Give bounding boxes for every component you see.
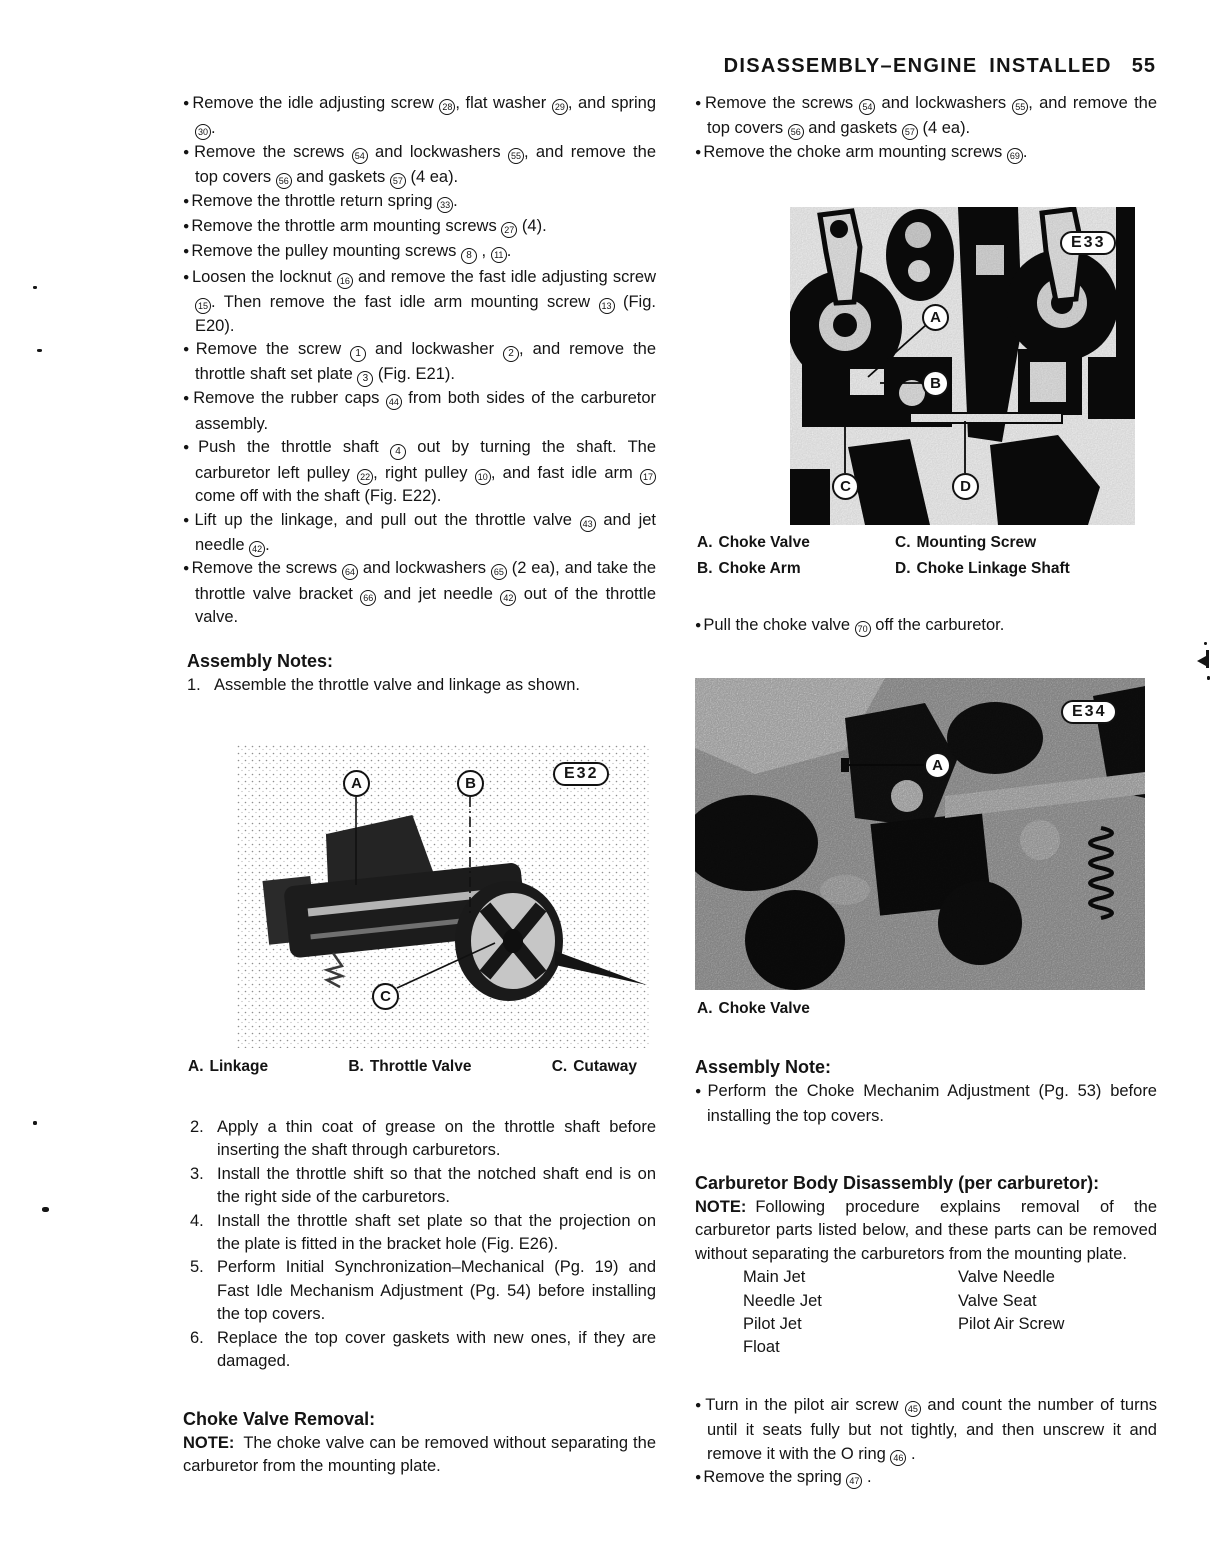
scan-artifact [33, 1121, 37, 1125]
part-number: 1 [350, 346, 366, 362]
part-number: 2 [503, 346, 519, 362]
choke-valve-removal-heading: Choke Valve Removal: [183, 1409, 376, 1429]
caption-c-cutaway: C. Cutaway [551, 1058, 637, 1075]
callout-d: D [952, 473, 979, 500]
page-header [600, 55, 1156, 78]
bullet-item: ● Remove the pulley mounting screws 8 , 11 . [183, 240, 656, 265]
caption-a-choke-valve: A. Choke Valve [697, 534, 810, 551]
part-number: 65 [491, 564, 507, 580]
part-list-item: Pilot Jet [743, 1315, 802, 1334]
part-number: 69 [1007, 148, 1023, 164]
bullet-item: ● Remove the choke arm mounting screws 69 . [695, 141, 1157, 166]
figure-e34-caption: A. Choke Valve [697, 1000, 810, 1017]
numbered-step: 1. Assemble the throttle valve and linkage as shown. [187, 674, 656, 697]
part-number: 27 [501, 222, 517, 238]
caption-b-throttle-valve: B. Throttle Valve [348, 1058, 472, 1075]
callout-a: A [922, 304, 949, 331]
figure-e34 [695, 678, 1145, 990]
part-number: 56 [788, 124, 804, 140]
bullet-item: ● Remove the spring 47 . [695, 1466, 1157, 1491]
part-list-item: Valve Needle [958, 1268, 1055, 1287]
assembly-notes-section [187, 648, 656, 697]
figure-e32-art [237, 745, 650, 1048]
note-label: NOTE: [183, 1434, 235, 1452]
figure-e32-captions [188, 1054, 637, 1080]
part-number: 57 [390, 173, 406, 189]
assembly-note-heading: Assembly Note: [695, 1057, 832, 1077]
caption-b-choke-arm: B. Choke Arm [697, 560, 801, 577]
part-number: 4 [390, 444, 406, 460]
part-list-item: Pilot Air Screw [958, 1315, 1065, 1334]
part-number: 42 [249, 541, 265, 557]
choke-valve-removal-note: NOTE: The choke valve can be removed without separating the carburetor from the mounting plate. [183, 1434, 656, 1476]
part-number: 54 [859, 99, 875, 115]
bullet-item: ● Lift up the linkage, and pull out the throttle valve 43 and jet needle 42 . [183, 509, 656, 558]
callout-b: B [457, 770, 484, 797]
part-number: 16 [337, 273, 353, 289]
part-number: 3 [357, 371, 373, 387]
page-number: 55 [1131, 55, 1156, 77]
part-number: 57 [902, 124, 918, 140]
part-number: 64 [342, 564, 358, 580]
step-number: 4. [190, 1211, 204, 1230]
numbered-step: 4. Install the throttle shaft set plate so that the projection on the plate is fitted in the bracket hole (Fig. E26). [190, 1211, 656, 1254]
scan-artifact [37, 349, 42, 352]
parts-column-left [743, 1266, 958, 1360]
assembly-notes-heading: Assembly Notes: [187, 651, 334, 671]
scan-artifact [1204, 642, 1207, 645]
callout-a: A [343, 770, 370, 797]
pull-choke-valve-bullet [695, 614, 1157, 639]
part-list-item: Valve Seat [958, 1291, 1037, 1310]
part-number: 13 [599, 298, 615, 314]
carburetor-parts-list [743, 1266, 1157, 1360]
bullet-item: ● Remove the screw 1 and lockwasher 2 , and remove the throttle shaft set plate 3 (Fig. E21). [183, 338, 656, 387]
part-number: 43 [580, 516, 596, 532]
numbered-step: 2. Apply a thin coat of grease on the throttle shaft before inserting the shaft through carburetors. [190, 1118, 656, 1160]
numbered-step: 5. Perform Initial Synchronization–Mechanical (Pg. 19) and Fast Idle Mechanism Adjustment (Pg. 54) before installing the top covers. [190, 1258, 656, 1324]
part-number: 8 [461, 248, 477, 264]
part-number: 33 [437, 197, 453, 213]
step-number: 3. [190, 1164, 204, 1183]
bullet-item: ● Remove the throttle arm mounting screws 27 (4). [183, 215, 656, 240]
callout-c: C [372, 983, 399, 1010]
bullet-item: ● Remove the rubber caps 44 from both sides of the carburetor assembly. [183, 387, 656, 436]
part-number: 11 [491, 247, 507, 263]
right-column-bullet-list-top [695, 92, 1157, 166]
part-list-item: Main Jet [743, 1268, 806, 1287]
part-number: 55 [508, 148, 524, 164]
part-number: 54 [352, 148, 368, 164]
assembly-steps-2-6 [190, 1116, 656, 1373]
part-number: 17 [640, 469, 656, 485]
numbered-step: 6. Replace the top cover gaskets with new ones, if they are damaged. [190, 1328, 656, 1371]
scan-artifact [33, 286, 37, 289]
step-number: 2. [190, 1118, 204, 1136]
assembly-note-bullets [695, 1080, 1157, 1129]
part-number: 66 [360, 590, 376, 606]
note-label: NOTE: [695, 1198, 747, 1216]
carburetor-body-note: NOTE: Following procedure explains removal of the carburetor parts listed below, and these parts can be removed without separating the carburetors from the mounting plate. [695, 1198, 1157, 1263]
part-number: 70 [855, 621, 871, 637]
part-number: 44 [386, 394, 402, 410]
bullet-item: ● Push the throttle shaft 4 out by turning the shaft. The carburetor left pulley 22 , right pulley 10 , and fast idle arm 17 come off with the shaft (Fig. E22). [183, 436, 656, 508]
part-number: 10 [475, 469, 491, 485]
bullet-item: ● Perform the Choke Mechanim Adjustment (Pg. 53) before installing the top covers. [695, 1080, 1157, 1129]
part-number: 22 [357, 469, 373, 485]
figure-e34-art [695, 678, 1145, 990]
figure-e33 [790, 207, 1135, 525]
right-column-bullet-list-bottom [695, 1394, 1157, 1492]
choke-valve-removal-section [183, 1406, 656, 1479]
part-number: 28 [439, 99, 455, 115]
figure-e34-badge: E34 [1061, 700, 1117, 724]
part-number: 30 [195, 124, 211, 140]
figure-e32 [237, 745, 650, 1048]
figure-e33-captions [697, 530, 1142, 582]
callout-a: A [924, 752, 951, 779]
part-list-item: Needle Jet [743, 1291, 822, 1310]
callout-b: B [922, 370, 949, 397]
step-number: 6. [190, 1328, 204, 1347]
bullet-item: ● Loosen the locknut 16 and remove the fast idle adjusting screw 15 . Then remove the fast idle arm mounting screw 13 (Fig. E20). [183, 266, 656, 338]
bullet-item: ● Pull the choke valve 70 off the carburetor. [695, 614, 1157, 639]
carburetor-body-disassembly-section [695, 1170, 1157, 1360]
scan-artifact [1206, 650, 1209, 668]
part-number: 42 [500, 590, 516, 606]
bullet-item: ● Remove the screws 64 and lockwashers 65 (2 ea), and take the throttle valve bracket 66 and jet needle 42 out of the throttle valve. [183, 557, 656, 629]
callout-c: C [832, 473, 859, 500]
part-number: 55 [1012, 99, 1028, 115]
scan-artifact [1207, 676, 1210, 680]
part-number: 56 [276, 173, 292, 189]
part-number: 46 [890, 1450, 906, 1466]
figure-e33-badge: E33 [1060, 231, 1116, 255]
assembly-note-section [695, 1054, 1157, 1129]
numbered-step: 3. Install the throttle shift so that the notched shaft end is on the right side of the carburetors. [190, 1164, 656, 1207]
bullet-item: ● Remove the screws 54 and lockwashers 55 , and remove the top covers 56 and gaskets 57 (4 ea). [695, 92, 1157, 141]
scan-artifact [1197, 656, 1206, 666]
part-number: 45 [905, 1401, 921, 1417]
part-number: 15 [195, 298, 211, 314]
part-number: 29 [552, 99, 568, 115]
step-number: 1. [187, 676, 201, 694]
page-title: DISASSEMBLY–ENGINE INSTALLED [723, 55, 1112, 77]
scan-artifact [42, 1207, 49, 1212]
bullet-item: ● Remove the screws 54 and lockwashers 55 , and remove the top covers 56 and gaskets 57 (4 ea). [183, 141, 656, 190]
bullet-item: ● Turn in the pilot air screw 45 and count the number of turns until it seats fully but not tightly, and then unscrew it and remove it with the O ring 46 . [695, 1394, 1157, 1466]
left-column-bullet-list [183, 92, 656, 630]
part-list-item: Float [743, 1338, 780, 1357]
caption-c-mounting-screw: C. Mounting Screw [895, 534, 1037, 551]
carburetor-body-heading: Carburetor Body Disassembly (per carburetor): [695, 1173, 1100, 1193]
caption-a-linkage: A. Linkage [188, 1058, 269, 1075]
bullet-item: ● Remove the idle adjusting screw 28 , flat washer 29 , and spring 30 . [183, 92, 656, 141]
assembly-notes-steps [187, 674, 656, 697]
step-number: 5. [190, 1258, 204, 1277]
parts-column-right [958, 1266, 1064, 1360]
part-number: 47 [846, 1473, 862, 1489]
figure-e32-badge: E32 [553, 762, 609, 786]
caption-d-choke-linkage-shaft: D. Choke Linkage Shaft [895, 560, 1070, 577]
bullet-item: ● Remove the throttle return spring 33 . [183, 190, 656, 215]
